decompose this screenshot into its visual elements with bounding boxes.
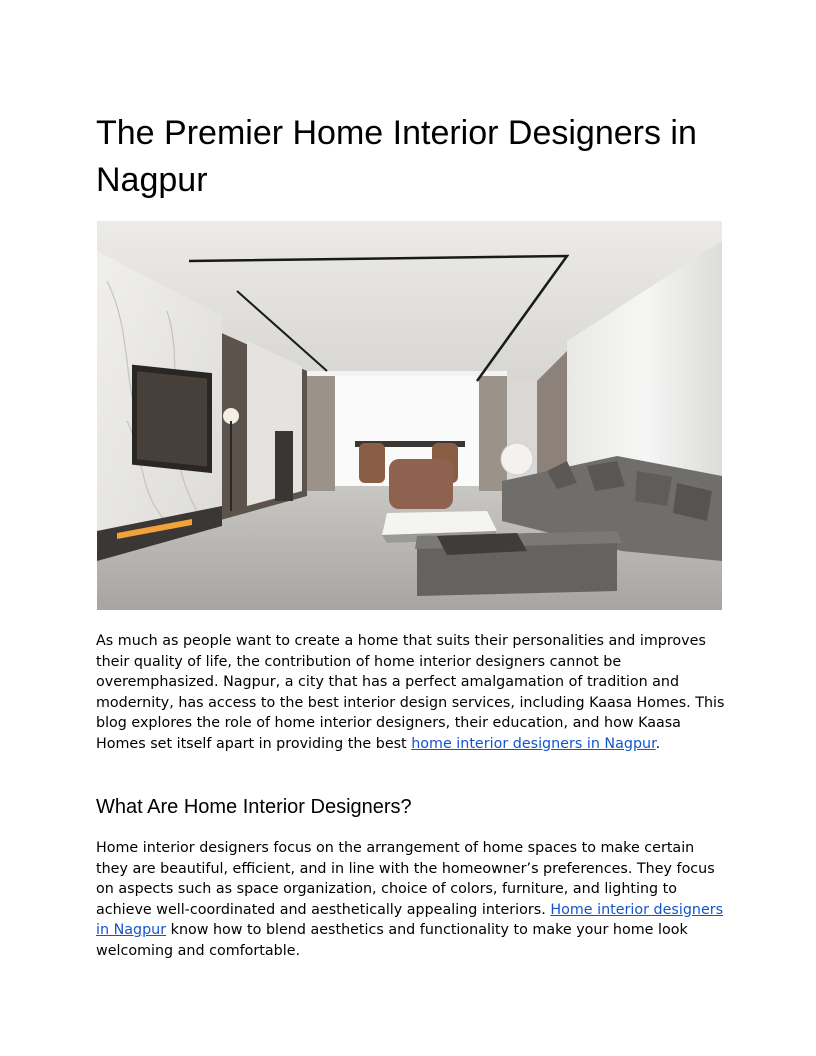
definition-text-end: know how to blend aesthetics and functionality to make your home look welcoming and comfortable. — [96, 922, 688, 959]
home-interior-designers-link[interactable]: home interior designers in Nagpur — [411, 735, 656, 752]
home-interior-designers-link-2[interactable]: Home interior designers in Nagpur — [96, 901, 724, 938]
intro-paragraph — [96, 631, 728, 754]
intro-text: As much as people want to create a home that suits their personalities and improves their quality of life, the contribution of home interior designers cannot be overemphasized. Nagpur, a city that has a perfect amalgamation of tradition and modernity, has access to the best interior design services, including Kaasa Homes. This blog explores the role of home interior designers, their education, and how Kaasa Homes set itself apart in providing the best — [96, 633, 725, 752]
definition-text: Home interior designers focus on the arrangement of home spaces to make certain they are beautiful, efficient, and in line with the homeowner’s preferences. They focus on aspects such as space organization, choice of colors, furniture, and lighting to achieve well-coordinated and aesthetically appealing interiors. — [96, 840, 715, 918]
intro-text-end: . — [655, 735, 661, 752]
hero-image — [97, 221, 722, 610]
definition-paragraph — [96, 838, 728, 961]
section-heading: What Are Home Interior Designers? — [96, 796, 412, 818]
page-title: The Premier Home Interior Designers in Nagpur — [96, 114, 697, 199]
